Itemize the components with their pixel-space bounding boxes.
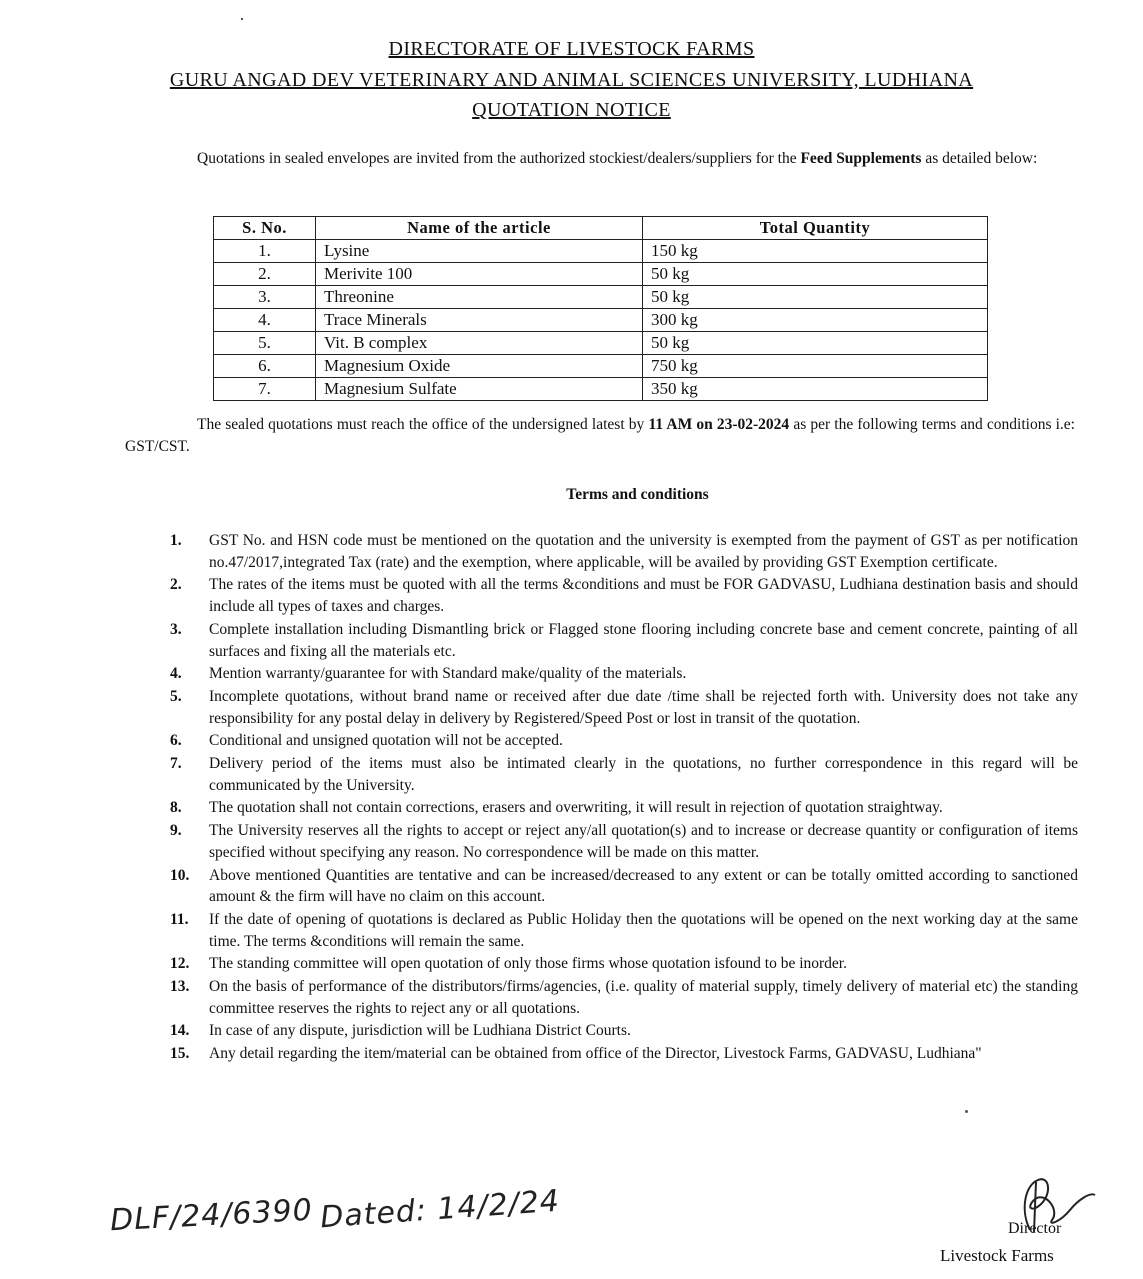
list-item [170, 686, 1078, 729]
list-item [170, 663, 1078, 685]
row-sno: 5. [214, 332, 316, 355]
table-row [214, 378, 988, 401]
row-article: Lysine [316, 240, 643, 263]
term-text: Complete installation including Dismantling brick or Flagged stone flooring including concrete base and cement concrete, painting of all surfaces and fixing all the materials etc. [209, 620, 1078, 660]
term-number: 4. [170, 665, 182, 683]
term-text: Conditional and unsigned quotation will not be accepted. [209, 732, 563, 750]
col-article-header: Name of the article [316, 217, 643, 240]
header-notice-title: QUOTATION NOTICE [472, 99, 671, 121]
intro-paragraph [125, 148, 1075, 170]
row-quantity: 150 kg [643, 240, 988, 263]
row-sno: 1. [214, 240, 316, 263]
row-sno: 6. [214, 355, 316, 378]
row-quantity: 750 kg [643, 355, 988, 378]
list-item [170, 574, 1078, 617]
table-header-row [214, 217, 988, 240]
list-item [170, 1043, 1078, 1065]
scan-mark [965, 1110, 968, 1113]
row-article: Magnesium Sulfate [316, 378, 643, 401]
col-quantity-header: Total Quantity [643, 217, 988, 240]
terms-list [170, 530, 1078, 1066]
table-row [214, 286, 988, 309]
intro-text-end: as detailed below: [921, 150, 1038, 167]
table-row [214, 332, 988, 355]
list-item [170, 1020, 1078, 1042]
term-number: 8. [170, 799, 182, 817]
term-number: 7. [170, 755, 182, 773]
list-item [170, 865, 1078, 908]
term-number: 3. [170, 620, 182, 638]
list-item [170, 909, 1078, 952]
term-text: Incomplete quotations, without brand name or received after due date /time shall be rejected forth with. University does not take any responsibility for any postal delay in delivery by Registered/Speed Post or lost in transit of the quotation. [209, 687, 1078, 727]
table-row [214, 309, 988, 332]
row-quantity: 50 kg [643, 286, 988, 309]
row-article: Merivite 100 [316, 263, 643, 286]
term-text: The rates of the items must be quoted with all the terms &conditions and must be FOR GADVASU, Ludhiana destination basis and should include all types of taxes and charges. [209, 576, 1078, 616]
header-university: GURU ANGAD DEV VETERINARY AND ANIMAL SCIENCES UNIVERSITY, LUDHIANA [169, 69, 974, 91]
header-directorate: DIRECTORATE OF LIVESTOCK FARMS [388, 38, 755, 60]
term-text: If the date of opening of quotations is declared as Public Holiday then the quotations will be opened on the next working day at the same time. The terms &conditions will remain the same. [209, 910, 1078, 950]
intro-bold-item: Feed Supplements [800, 150, 922, 167]
deadline-text-end: as per the following terms and conditions i.e: GST/CST. [125, 416, 1075, 455]
signatory-title: Director [1008, 1220, 1062, 1237]
col-sno-header: S. No. [214, 217, 316, 240]
list-item [170, 820, 1078, 863]
row-quantity: 50 kg [643, 263, 988, 286]
term-number: 1. [170, 532, 182, 549]
term-number: 10. [170, 866, 190, 884]
row-article: Threonine [316, 286, 643, 309]
terms-heading: Terms and conditions [566, 486, 709, 503]
term-number: 5. [170, 687, 182, 705]
term-text: Delivery period of the items must also be intimated clearly in the quotations, no further correspondence in this regard will be communicated by the University. [209, 755, 1078, 794]
term-number: 13. [170, 978, 190, 996]
term-text: The standing committee will open quotation of only those firms whose quotation isfound to be inorder. [209, 955, 847, 973]
items-table [213, 216, 988, 401]
term-text: The University reserves all the rights to accept or reject any/all quotation(s) and to increase or decrease quantity or configuration of items specified without specifying any reason. No correspondence will be made on this matter. [209, 822, 1078, 861]
table-row [214, 263, 988, 286]
term-number: 15. [170, 1045, 190, 1063]
list-item [170, 530, 1078, 573]
intro-text-start: Quotations in sealed envelopes are invited from the authorized stockiest/dealers/suppliers for the [197, 150, 801, 167]
scan-mark [241, 18, 243, 20]
term-number: 6. [170, 732, 182, 750]
term-number: 14. [170, 1022, 190, 1040]
list-item [170, 753, 1078, 796]
term-text: In case of any dispute, jurisdiction will be Ludhiana District Courts. [209, 1022, 631, 1040]
term-text: GST No. and HSN code must be mentioned on the quotation and the university is exempted from the payment of GST as per notification no.47/2017,integrated Tax (rate) and the exemption, where applicable, will be availed by providing GST Exemption certificate. [209, 532, 1078, 571]
list-item [170, 953, 1078, 975]
row-sno: 4. [214, 309, 316, 332]
term-text: Mention warranty/guarantee for with Standard make/quality of the materials. [209, 665, 687, 683]
row-quantity: 350 kg [643, 378, 988, 401]
term-number: 2. [170, 576, 182, 594]
handwritten-reference-number: DLF/24/6390 [109, 1192, 314, 1239]
deadline-text-start: The sealed quotations must reach the office of the undersigned latest by [197, 416, 649, 433]
row-article: Magnesium Oxide [316, 355, 643, 378]
term-number: 9. [170, 822, 182, 840]
term-text: The quotation shall not contain corrections, erasers and overwriting, it will result in rejection of quotation straightway. [209, 799, 943, 817]
term-text: Above mentioned Quantities are tentative and can be increased/decreased to any extent or can be totally omitted according to sanctioned amount & the firm will have no claim on this account. [209, 866, 1078, 906]
row-quantity: 300 kg [643, 309, 988, 332]
term-number: 11. [170, 910, 189, 928]
term-text: On the basis of performance of the distributors/firms/agencies, (i.e. quality of material supply, timely delivery of material etc) the standing committee reserves the rights to reject any or all quotations. [209, 978, 1078, 1017]
row-sno: 3. [214, 286, 316, 309]
row-sno: 2. [214, 263, 316, 286]
list-item [170, 797, 1078, 819]
list-item [170, 619, 1078, 662]
term-number: 12. [170, 955, 190, 973]
row-quantity: 50 kg [643, 332, 988, 355]
table-row [214, 240, 988, 263]
list-item [170, 976, 1078, 1019]
row-article: Vit. B complex [316, 332, 643, 355]
deadline-bold-time: 11 AM on 23-02-2024 [648, 416, 790, 433]
deadline-paragraph [125, 414, 1075, 458]
handwritten-date: Dated: 14/2/24 [319, 1183, 561, 1236]
table-row [214, 355, 988, 378]
term-text: Any detail regarding the item/material can be obtained from office of the Director, Livestock Farms, GADVASU, Ludhiana" [209, 1045, 982, 1063]
signatory-office: Livestock Farms [940, 1246, 1054, 1265]
list-item [170, 730, 1078, 752]
row-article: Trace Minerals [316, 309, 643, 332]
row-sno: 7. [214, 378, 316, 401]
